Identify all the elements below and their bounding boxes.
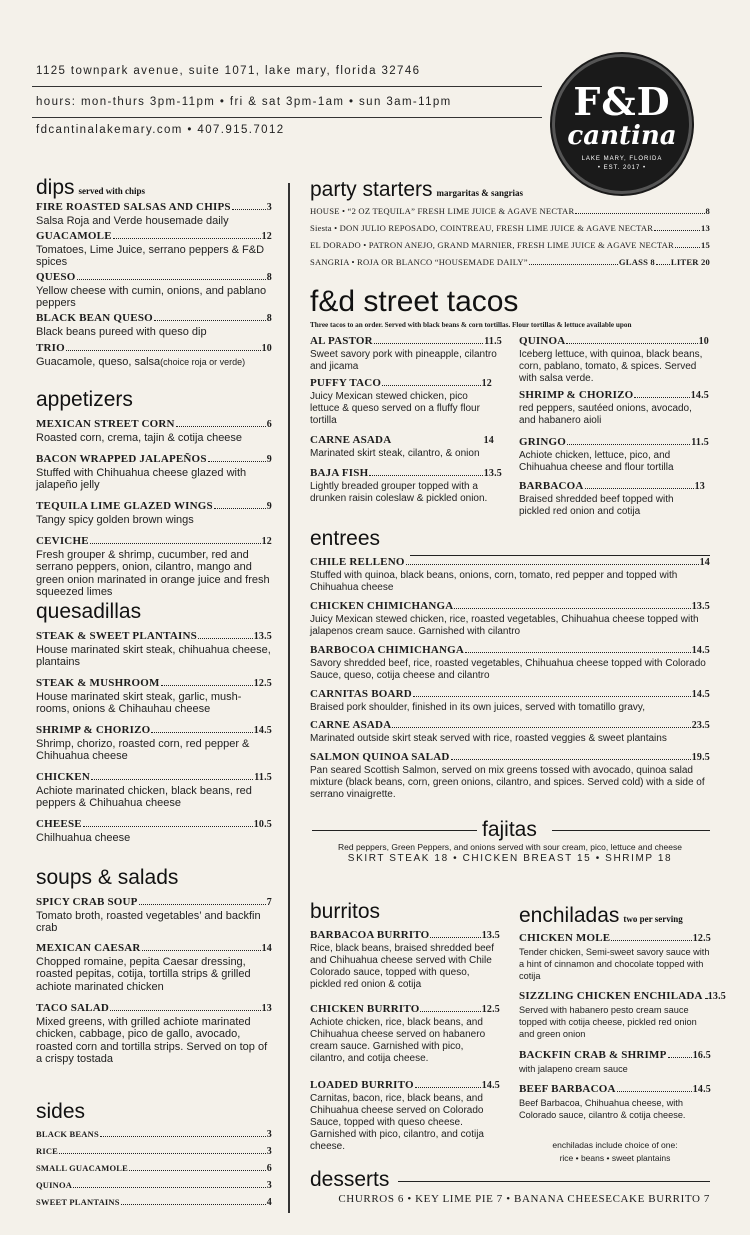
drink-item [310, 240, 710, 250]
item-name: CHEESE [36, 818, 82, 830]
sides-heading: sides [36, 1100, 86, 1123]
item-desc: Achiote marinated chicken, black beans, red peppers & Chihuahua cheese [36, 784, 252, 809]
enchiladas-subtitle: two per serving [623, 914, 683, 924]
menu-item [36, 312, 272, 338]
menu-item [310, 335, 502, 373]
item-name: SWEET PLANTAINS [36, 1197, 120, 1207]
item-desc: Achiote chicken, rice, black beans, and Chihuahua cheese served on habanero cream sauce. Garnished with pico, cilantro, and cotija cheese. [310, 1016, 486, 1064]
menu-item [36, 500, 272, 526]
item-price: 12 [261, 536, 272, 547]
logo-location: LAKE MARY, FLORIDA [581, 156, 663, 162]
item-desc: Carnitas, bacon, rice, black beans, and Chihuahua cheese served on Colorado Sauce, topped with queso cheese. Garnished with pico, cilantro, and cotija cheese. [310, 1092, 484, 1152]
menu-item [36, 1145, 272, 1159]
tacos-note: Three tacos to an order. Served with black beans & corn tortillas. Flour tortillas & lettuce available upon [310, 321, 632, 329]
item-price: 3 [266, 1180, 272, 1191]
item-price: 14.5 [691, 645, 710, 656]
item-name: TEQUILA LIME GLAZED WINGS [36, 500, 213, 512]
drink-name: SANGRIA • ROJA OR BLANCO “HOUSEMADE DAILY” [310, 257, 528, 267]
item-desc: Juicy Mexican stewed chicken, pico lettuce & queso served on a fluffy flour tortilla [310, 390, 480, 426]
item-desc: Savory shredded beef, rice, roasted vegetables, Chihuahua cheese topped with Colorado Sauce, queso, cotija cheese and cilantro [310, 657, 706, 681]
item-name: QUINOA [519, 335, 566, 347]
item-name: BLACK BEANS [36, 1129, 99, 1139]
item-desc: red peppers, sautéed onions, avocado, and habanero aioli [519, 402, 692, 426]
fajitas-rule-left [312, 830, 477, 831]
logo-main: F&D [573, 79, 671, 124]
item-desc: House marinated skirt steak, chihuahua cheese, plantains [36, 643, 271, 668]
item-price: 11.5 [254, 772, 272, 783]
item-desc: Marinated outside skirt steak served with rice, roasted veggies & sweet plantains [310, 732, 667, 744]
drink-name: Siesta • DON JULIO REPOSADO, COINTREAU, FRESH LIME JUICE & AGAVE NECTAR [310, 223, 654, 233]
item-desc: Sweet savory pork with pineapple, cilantro and jicama [310, 348, 497, 372]
item-note: (choice roja or verde) [160, 356, 246, 367]
item-desc: Mixed greens, with grilled achiote marinated chicken, cabbage, pico de gallo, avocado, roasted corn and tortilla strips. Served on top of a crispy tostada [36, 1015, 268, 1065]
cantina-logo [552, 54, 692, 194]
item-price: 13.5 [253, 631, 272, 642]
item-desc: Stuffed with Chihuahua cheese glazed with jalapeño jelly [36, 466, 247, 491]
item-price: 12 [261, 231, 272, 242]
item-name: RICE [36, 1146, 59, 1156]
item-desc: Black beans pureed with queso dip [36, 325, 207, 338]
item-price: 14.5 [692, 1084, 711, 1095]
item-desc: Chopped romaine, pepita Caesar dressing, roasted pepitas, cotija, tortilla strips & grilled achiote marinated chicken [36, 955, 251, 993]
item-name: TACO SALAD [36, 1002, 110, 1014]
menu-item [36, 771, 272, 810]
item-desc: Braised shredded beef topped with pickled red onion and cotija [519, 493, 674, 517]
item-name: SALMON QUINOA SALAD [310, 751, 450, 763]
soups-heading: soups & salads [36, 866, 179, 889]
item-desc: House marinated skirt steak, garlic, mush-rooms, onions & Chihauhau cheese [36, 690, 242, 715]
item-name: FIRE ROASTED SALSAS AND CHIPS [36, 201, 231, 213]
entrees-heading: entrees [310, 527, 381, 550]
item-name: CARNITAS BOARD [310, 688, 412, 700]
item-desc: Juicy Mexican stewed chicken, rice, roasted vegetables, Chihuahua cheese topped with jalapenos cream sauce. Garnished with cilantro [310, 613, 699, 637]
item-name: SHRIMP & CHORIZO [36, 724, 151, 736]
menu-item [36, 630, 272, 669]
menu-item [310, 600, 710, 638]
tacos-heading: f&d street tacos [310, 285, 519, 318]
item-desc: Served with habanero pesto cream sauce topped with cotija cheese, pickled red onion and green onion [519, 1004, 697, 1039]
menu-item [36, 1196, 272, 1210]
menu-item [519, 436, 709, 474]
menu-item [310, 467, 502, 505]
menu-item [519, 1083, 711, 1121]
item-desc: Chilhuahua cheese [36, 831, 131, 844]
item-desc: Achiote chicken, lettuce, pico, and Chihuahua cheese and flour tortilla [519, 449, 674, 473]
header-divider [32, 117, 542, 118]
hours: hours: mon-thurs 3pm-11pm • fri & sat 3pm-1am • sun 3am-11pm [36, 96, 452, 108]
quesadillas-heading: quesadillas [36, 600, 142, 623]
item-price: 12.5 [692, 933, 711, 944]
menu-item [310, 929, 500, 991]
item-name: QUINOA [36, 1180, 73, 1190]
item-price: 19.5 [691, 752, 710, 763]
menu-item [519, 990, 726, 1040]
item-desc: Beef Barbacoa, Chihuahua cheese, with Colorado sauce, cilantro & cotija cheese. [519, 1097, 686, 1120]
item-price: 3 [266, 1129, 272, 1140]
menu-item [36, 677, 272, 716]
column-divider [288, 183, 290, 1213]
item-desc: Lightly breaded grouper topped with a drunken raisin coleslaw & pickled onion. [310, 480, 488, 504]
item-name: GRINGO [519, 436, 567, 448]
item-price: 13.5 [707, 991, 726, 1002]
menu-item [519, 932, 711, 982]
menu-item [36, 230, 272, 269]
enchiladas-footer-1: enchiladas include choice of one: [552, 1140, 678, 1150]
item-price: 14.5 [253, 725, 272, 736]
menu-item [310, 1003, 500, 1065]
item-name: CHICKEN [36, 771, 90, 783]
item-price: 8 [266, 313, 272, 324]
item-desc: Rice, black beans, braised shredded beef and Chihuahua cheese served with Chile Colorado sauce, topped with queso, pickled red onion & cotija [310, 942, 495, 990]
address: 1125 townpark avenue, suite 1071, lake mary, florida 32746 [36, 65, 421, 77]
party-title: party starters [310, 178, 433, 201]
item-name: BARBACOA [519, 480, 584, 492]
item-name: STEAK & MUSHROOM [36, 677, 160, 689]
menu-item [310, 377, 492, 427]
contact[interactable]: fdcantinalakemary.com • 407.915.7012 [36, 124, 285, 136]
item-name: STEAK & SWEET PLANTAINS [36, 630, 197, 642]
item-desc: Stuffed with quinoa, black beans, onions, corn, tomato, red pepper and topped with Chihuahua cheese [310, 569, 678, 593]
item-price: 6 [266, 1163, 272, 1174]
menu-item [36, 271, 272, 310]
item-name: BEEF BARBACOA [519, 1083, 616, 1095]
item-price: 12.5 [253, 678, 272, 689]
menu-item [36, 201, 272, 227]
item-price: 13 [694, 481, 705, 492]
item-name: GUACAMOLE [36, 230, 112, 242]
menu-item [519, 480, 705, 518]
item-desc: Shrimp, chorizo, roasted corn, red pepper & Chihuahua cheese [36, 737, 250, 762]
logo-est: • EST. 2017 • [597, 165, 647, 171]
item-price: 10 [698, 336, 709, 347]
item-price: 10.5 [253, 819, 272, 830]
item-price: 13 [261, 1003, 272, 1014]
item-name: SPICY CRAB SOUP [36, 896, 138, 908]
item-desc: Yellow cheese with cumin, onions, and pablano peppers [36, 284, 267, 309]
menu-item [310, 719, 710, 745]
drink-price: 15 [701, 240, 710, 250]
fajitas-desc: Red peppers, Green Peppers, and onions served with sour cream, pico, lettuce and cheese [338, 842, 682, 852]
item-name: AL PASTOR [310, 335, 373, 347]
menu-item [36, 342, 272, 368]
menu-item [36, 453, 272, 492]
menu-item [310, 1079, 500, 1153]
desserts-items: CHURROS 6 • KEY LIME PIE 7 • BANANA CHEESECAKE BURRITO 7 [338, 1193, 710, 1205]
item-price: 13.5 [691, 601, 710, 612]
item-name: BLACK BEAN QUESO [36, 312, 153, 324]
item-name: SIZZLING CHICKEN ENCHILADA [519, 990, 703, 1002]
menu-item [519, 1049, 711, 1075]
enchiladas-heading [519, 904, 683, 931]
item-desc: Tomatoes, Lime Juice, serrano peppers & F&D spices [36, 243, 265, 268]
item-price: 14 [699, 557, 710, 568]
menu-item [310, 644, 710, 682]
drink-name: EL DORADO • PATRON ANEJO, GRAND MARNIER, FRESH LIME JUICE & AGAVE NECTAR [310, 240, 674, 250]
item-price: 6 [266, 419, 272, 430]
item-price: 14 [261, 943, 272, 954]
item-price: 4 [266, 1197, 272, 1208]
drink-price: 8 [705, 206, 710, 216]
item-name: MEXICAN CAESAR [36, 942, 141, 954]
item-name: BACON WRAPPED JALAPEÑOS [36, 453, 207, 465]
drink-name: HOUSE • “2 OZ TEQUILA” FRESH LIME JUICE & AGAVE NECTAR [310, 206, 575, 216]
party-heading [310, 178, 523, 205]
fajitas-rule-right [552, 830, 710, 831]
menu-item [310, 434, 494, 460]
item-name: LOADED BURRITO [310, 1079, 414, 1091]
item-price: 9 [266, 454, 272, 465]
item-desc: Marinated skirt steak, cilantro, & onion [310, 447, 480, 459]
item-price: 13.5 [481, 930, 500, 941]
item-name: QUESO [36, 271, 76, 283]
item-desc: Tangy spicy golden brown wings [36, 513, 194, 526]
item-name: BAJA FISH [310, 467, 369, 479]
menu-item [36, 1179, 272, 1193]
menu-item [36, 1128, 272, 1142]
dips-title: dips [36, 176, 75, 199]
item-name: CHICKEN MOLE [519, 932, 611, 944]
item-price: 16.5 [692, 1050, 711, 1061]
item-price: 14.5 [481, 1080, 500, 1091]
menu-item [36, 818, 272, 844]
item-price: 11.5 [484, 336, 502, 347]
item-desc: Braised pork shoulder, finished in its own juices, served with tomatillo gravy, [310, 701, 645, 713]
item-name: BARBOCOA CHIMICHANGA [310, 644, 465, 656]
item-name: PUFFY TACO [310, 377, 382, 389]
item-desc: Iceberg lettuce, with quinoa, black beans, corn, pablano, tomato, & spices. Served with salsa verde. [519, 348, 703, 384]
item-price: 3 [266, 1146, 272, 1157]
item-price: 8 [266, 272, 272, 283]
fajitas-options: SKIRT STEAK 18 • CHICKEN BREAST 15 • SHRIMP 18 [347, 853, 673, 864]
item-price: 14.5 [690, 390, 709, 401]
drink-price: GLASS 8 [618, 257, 655, 267]
menu-item [36, 418, 272, 444]
item-name: CHICKEN CHIMICHANGA [310, 600, 454, 612]
menu-item [36, 1002, 272, 1066]
menu-item [310, 751, 710, 801]
party-subtitle: margaritas & sangrias [436, 188, 524, 198]
menu-item [519, 335, 709, 385]
desserts-rule [398, 1181, 710, 1182]
menu-item [36, 896, 272, 935]
appetizers-heading: appetizers [36, 388, 133, 411]
menu-item [519, 389, 709, 427]
item-price: 13.5 [483, 468, 502, 479]
item-desc: Roasted corn, crema, tajin & cotija cheese [36, 431, 243, 444]
item-desc: Guacamole, queso, salsa [36, 355, 161, 368]
item-name: MEXICAN STREET CORN [36, 418, 175, 430]
menu-item [310, 688, 710, 714]
item-price: 12.5 [481, 1004, 500, 1015]
drink-item [310, 257, 710, 267]
item-desc: Fresh grouper & shrimp, cucumber, red and serrano peppers, onion, cilantro, mango and green onion marinated in orange juice and fresh squeezed limes [36, 548, 270, 598]
item-name: SMALL GUACAMOLE [36, 1163, 129, 1173]
item-price: 7 [266, 897, 272, 908]
dips-subtitle: served with chips [78, 186, 146, 196]
menu-item [36, 1162, 272, 1176]
menu-item [36, 724, 272, 763]
menu-item [310, 556, 710, 594]
enchiladas-footer-2: rice • beans • sweet plantains [559, 1153, 671, 1163]
drink-price-liter: LITER 20 [670, 257, 710, 267]
item-name: CHILE RELLENO [310, 556, 405, 568]
item-name: CARNE ASADA [310, 434, 392, 446]
item-desc: Tomato broth, roasted vegetables’ and backfin crab [36, 909, 261, 934]
item-name: CHICKEN BURRITO [310, 1003, 420, 1015]
drink-item [310, 223, 710, 233]
item-price: 14 [483, 435, 494, 446]
menu-item [36, 535, 272, 599]
item-desc: Tender chicken, Semi-sweet savory sauce with a hint of cinnamon and chocolate topped with cotija [519, 946, 710, 981]
item-price: 23.5 [691, 720, 710, 731]
dips-heading [36, 176, 145, 203]
item-price: 14.5 [691, 689, 710, 700]
enchiladas-title: enchiladas [519, 904, 620, 927]
item-name: BARBACOA BURRITO [310, 929, 430, 941]
desserts-heading: desserts [310, 1168, 390, 1191]
header-divider [32, 86, 542, 87]
item-price: 11.5 [691, 437, 709, 448]
item-name: TRIO [36, 342, 65, 354]
drink-price: 13 [701, 223, 710, 233]
item-desc: Pan seared Scottish Salmon, served on mix greens tossed with avocado, quinoa salad mixture (black beans, corn, green onions, cilantro, and spices. Served cold) with a side of serrano vinaigrette. [310, 764, 705, 800]
fajitas-heading: fajitas [482, 818, 537, 841]
item-desc: with jalapeno cream sauce [519, 1063, 628, 1074]
logo-word: cantina [567, 121, 677, 151]
item-price: 10 [261, 343, 272, 354]
item-price: 12 [481, 378, 492, 389]
item-price: 3 [266, 202, 272, 213]
burritos-heading: burritos [310, 900, 381, 923]
item-name: SHRIMP & CHORIZO [519, 389, 634, 401]
item-name: BACKFIN CRAB & SHRIMP [519, 1049, 667, 1061]
menu-item [36, 942, 272, 993]
item-name: CARNE ASADA [310, 719, 392, 731]
item-price: 9 [266, 501, 272, 512]
item-name: CEVICHE [36, 535, 89, 547]
drink-item [310, 206, 710, 216]
item-desc: Salsa Roja and Verde housemade daily [36, 214, 229, 227]
